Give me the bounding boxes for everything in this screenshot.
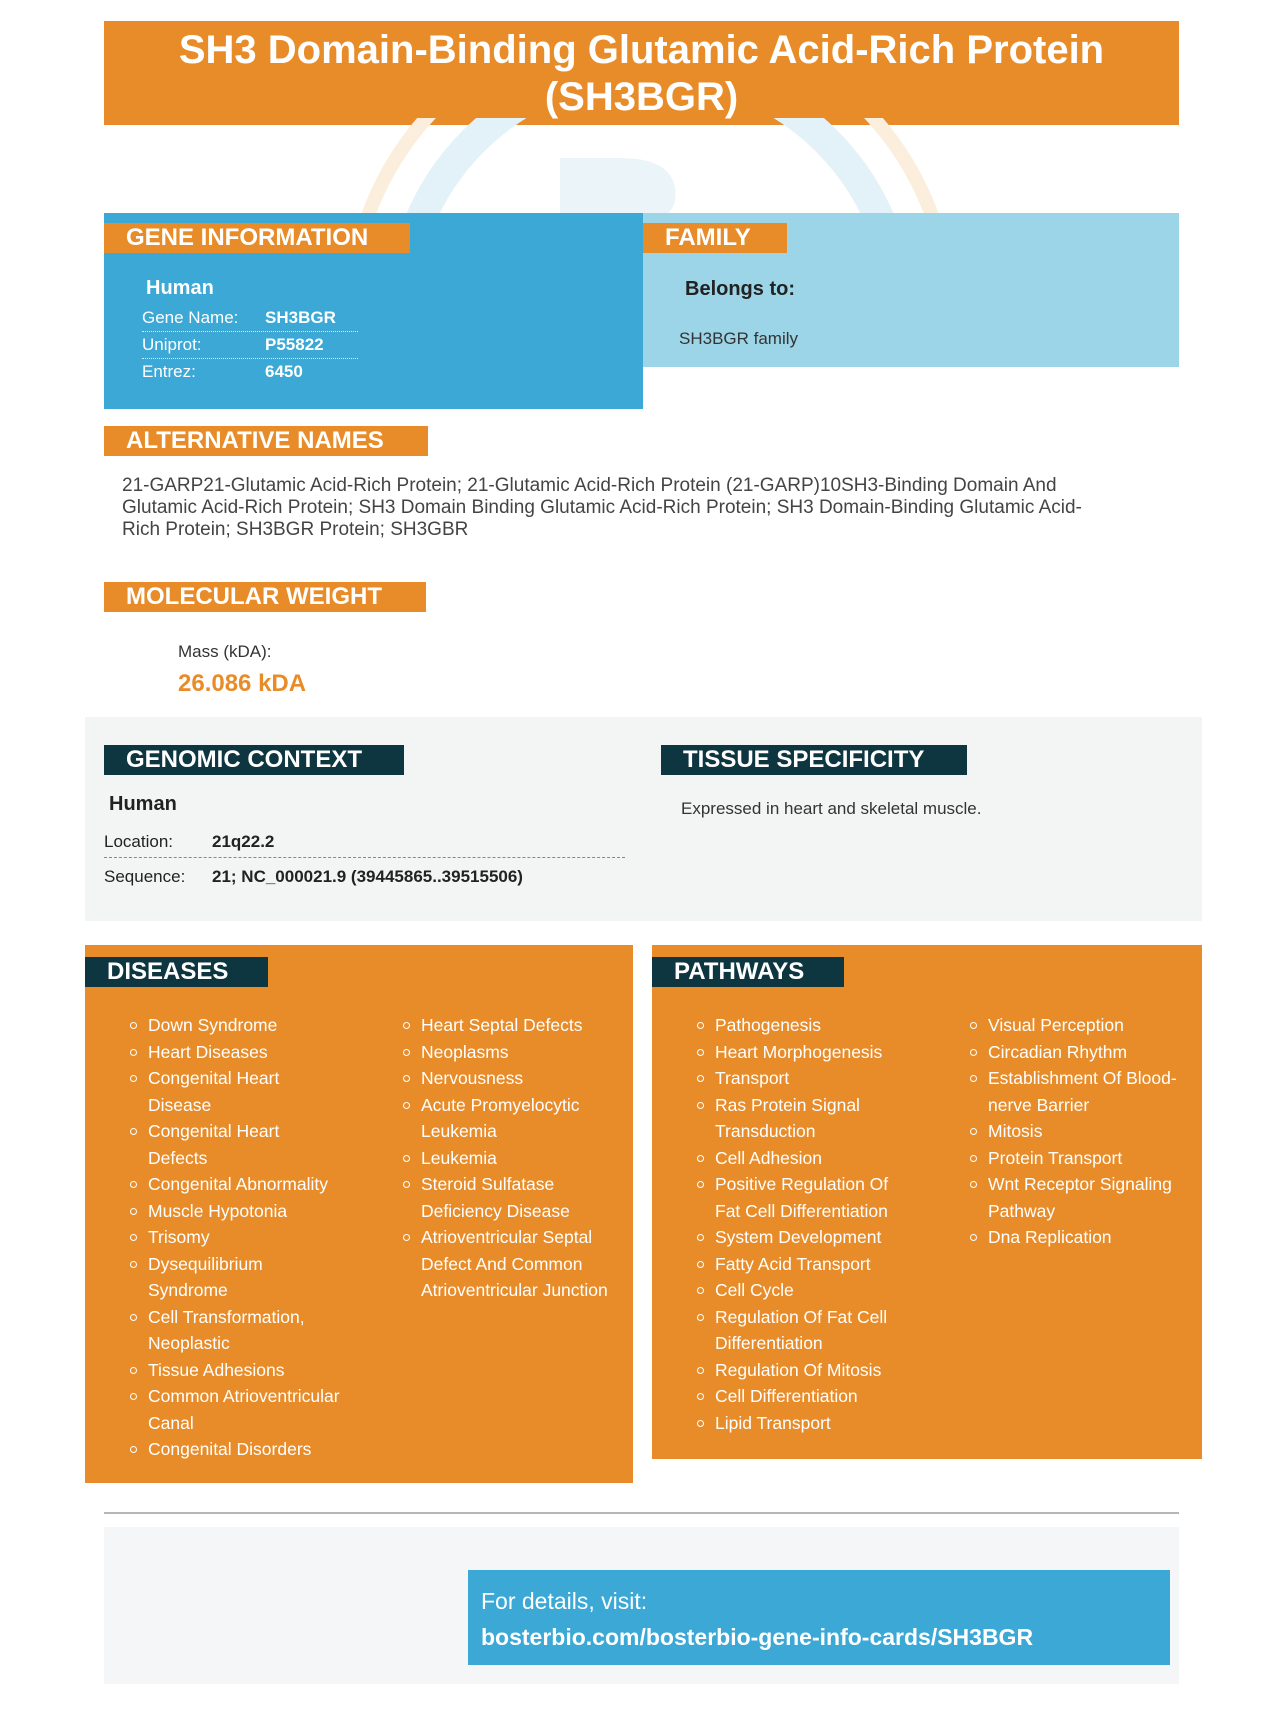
molecular-weight-heading: MOLECULAR WEIGHT: [104, 582, 426, 612]
list-item: [689, 1092, 949, 1145]
location-row: [104, 826, 625, 858]
list-item: [395, 1012, 625, 1039]
list-item-text: Cell Transformation,: [148, 1306, 305, 1327]
list-item-text: Pathogenesis: [715, 1015, 822, 1035]
list-item-text: Congenital Heart: [148, 1121, 280, 1141]
entrez-value: 6450: [265, 362, 303, 381]
list-item-text: Cell Cycle: [715, 1280, 794, 1300]
list-item: [962, 1118, 1192, 1145]
list-item-text: Establishment Of Blood-: [988, 1068, 1177, 1088]
list-item: [122, 1039, 362, 1066]
gene-name-label: Gene Name:: [142, 308, 239, 327]
list-item-text: Atrioventricular Junction: [421, 1280, 608, 1300]
list-item: [962, 1065, 1192, 1118]
list-item-text: Mitosis: [988, 1121, 1043, 1141]
list-item-text: Nervousness: [421, 1068, 524, 1088]
list-item-text: Transduction: [715, 1121, 816, 1141]
genomic-context-heading: GENOMIC CONTEXT: [104, 745, 404, 775]
list-item-text: Steroid Sulfatase: [421, 1174, 555, 1194]
list-item: [689, 1039, 949, 1066]
list-item-text: Pathway: [988, 1200, 1056, 1221]
list-item-text: Transport: [715, 1068, 790, 1088]
list-item: [122, 1118, 362, 1171]
list-item-text: Defect And Common: [421, 1253, 583, 1274]
list-item: [689, 1171, 949, 1224]
list-item: [395, 1145, 625, 1172]
list-item-text: Atrioventricular Septal: [421, 1227, 593, 1247]
alternative-names-line-2: Glutamic Acid-Rich Protein; SH3 Domain Binding Glutamic Acid-Rich Protein; SH3 Domain-Binding Glutamic Acid-: [122, 497, 1082, 518]
list-item: [689, 1277, 949, 1304]
list-item-text: nerve Barrier: [988, 1094, 1090, 1115]
list-item: [395, 1039, 625, 1066]
list-item-text: Protein Transport: [988, 1147, 1123, 1168]
alternative-names-heading: ALTERNATIVE NAMES: [104, 426, 428, 456]
list-item-text: Cell Adhesion: [715, 1147, 823, 1168]
list-item-text: Congenital Disorders: [148, 1439, 312, 1459]
list-item-text: Acute Promyelocytic: [421, 1094, 580, 1115]
alternative-names-line-3: Rich Protein; SH3BGR Protein; SH3GBR: [122, 519, 469, 540]
list-item-text: Regulation Of Fat Cell: [715, 1306, 888, 1327]
diseases-list-col-2: [395, 1012, 625, 1304]
list-item-text: Congenital Heart: [148, 1068, 280, 1088]
list-item-text: Canal: [148, 1412, 194, 1433]
uniprot-row: [142, 332, 358, 359]
list-item-text: Ras Protein Signal: [715, 1094, 860, 1115]
diseases-panel: [85, 945, 633, 1483]
genomic-species: Human: [109, 793, 177, 815]
list-item-text: Syndrome: [148, 1280, 228, 1300]
list-item: [689, 1251, 949, 1278]
title-line-2: (SH3BGR): [544, 75, 739, 119]
list-item: [689, 1224, 949, 1251]
list-item-text: Fat Cell Differentiation: [715, 1200, 888, 1221]
list-item-text: System Development: [715, 1227, 882, 1247]
list-item: [122, 1198, 362, 1225]
list-item-text: Heart Morphogenesis: [715, 1041, 883, 1062]
family-panel: [643, 213, 1179, 367]
family-heading: FAMILY: [643, 223, 787, 253]
list-item: [395, 1065, 625, 1092]
entrez-row: [142, 359, 358, 386]
location-label: Location:: [104, 832, 173, 851]
list-item-text: Wnt Receptor Signaling: [988, 1174, 1172, 1194]
list-item-text: Disease: [148, 1094, 212, 1115]
visit-url-link[interactable]: bosterbio.com/bosterbio-gene-info-cards/SH3BGR: [481, 1624, 1034, 1650]
diseases-list-col-1: [122, 1012, 362, 1463]
list-item: [122, 1251, 362, 1304]
list-item-text: Tissue Adhesions: [148, 1359, 285, 1380]
list-item-text: Deficiency Disease: [421, 1200, 570, 1221]
list-item-text: Muscle Hypotonia: [148, 1200, 288, 1221]
list-item: [122, 1012, 362, 1039]
list-item: [689, 1012, 949, 1039]
list-item: [122, 1357, 362, 1384]
title-line-1: SH3 Domain-Binding Glutamic Acid-Rich Protein: [178, 28, 1105, 72]
list-item: [689, 1304, 949, 1357]
list-item-text: Leukemia: [421, 1121, 497, 1141]
uniprot-label: Uniprot:: [142, 335, 202, 354]
visit-link-box[interactable]: [468, 1570, 1170, 1665]
pathways-heading: PATHWAYS: [652, 957, 844, 987]
pathways-list-col-2: [962, 1012, 1192, 1251]
list-item-text: Neoplastic: [148, 1333, 230, 1353]
entrez-label: Entrez:: [142, 362, 196, 381]
pathways-panel: [652, 945, 1202, 1459]
family-value: SH3BGR family: [679, 329, 799, 348]
list-item-text: Visual Perception: [988, 1015, 1124, 1035]
gene-information-heading: GENE INFORMATION: [104, 223, 410, 253]
tissue-specificity-heading: TISSUE SPECIFICITY: [661, 745, 967, 775]
list-item: [122, 1224, 362, 1251]
mass-label: Mass (kDA):: [178, 642, 272, 661]
gene-name-row: [142, 305, 358, 332]
list-item-text: Lipid Transport: [715, 1412, 831, 1433]
list-item-text: Common Atrioventricular: [148, 1386, 340, 1406]
gene-name-value: SH3BGR: [265, 308, 336, 327]
alternative-names-text: [122, 475, 1152, 541]
list-item: [122, 1436, 362, 1463]
list-item: [962, 1171, 1192, 1224]
gene-species: Human: [146, 277, 214, 299]
sequence-label: Sequence:: [104, 867, 186, 886]
diseases-heading: DISEASES: [85, 957, 268, 987]
family-belongs-label: Belongs to:: [685, 278, 795, 300]
list-item-text: Leukemia: [421, 1147, 497, 1168]
list-item: [122, 1383, 362, 1436]
tissue-specificity-text: Expressed in heart and skeletal muscle.: [681, 799, 982, 818]
page-title: [104, 21, 1179, 125]
list-item-text: Down Syndrome: [148, 1015, 278, 1035]
gene-information-panel: [104, 213, 643, 409]
list-item-text: Regulation Of Mitosis: [715, 1359, 882, 1380]
list-item: [122, 1171, 362, 1198]
list-item-text: Neoplasms: [421, 1041, 509, 1062]
list-item: [962, 1145, 1192, 1172]
footer-divider: [104, 1512, 1179, 1514]
list-item-text: Dna Replication: [988, 1227, 1112, 1247]
list-item-text: Trisomy: [148, 1227, 210, 1247]
sequence-value: 21; NC_000021.9 (39445865..39515506): [212, 867, 523, 886]
list-item: [395, 1224, 625, 1304]
list-item-text: Defects: [148, 1147, 208, 1168]
list-item: [962, 1039, 1192, 1066]
list-item: [395, 1171, 625, 1224]
list-item: [689, 1383, 949, 1410]
alternative-names-line-1: 21-GARP21-Glutamic Acid-Rich Protein; 21-Glutamic Acid-Rich Protein (21-GARP)10SH3-Binding Domain And: [122, 475, 1057, 496]
uniprot-value: P55822: [265, 335, 324, 354]
list-item-text: Dysequilibrium: [148, 1253, 263, 1274]
list-item-text: Heart Diseases: [148, 1041, 268, 1062]
list-item: [395, 1092, 625, 1145]
list-item-text: Fatty Acid Transport: [715, 1253, 871, 1274]
list-item: [689, 1145, 949, 1172]
list-item: [962, 1224, 1192, 1251]
location-value: 21q22.2: [212, 832, 275, 851]
pathways-list-col-1: [689, 1012, 949, 1436]
visit-label: For details, visit:: [481, 1588, 648, 1614]
list-item-text: Heart Septal Defects: [421, 1015, 583, 1035]
mass-value: 26.086 kDA: [178, 670, 307, 697]
list-item: [122, 1065, 362, 1118]
list-item-text: Positive Regulation Of: [715, 1174, 889, 1194]
list-item-text: Congenital Abnormality: [148, 1174, 328, 1194]
list-item-text: Cell Differentiation: [715, 1386, 858, 1406]
list-item: [962, 1012, 1192, 1039]
list-item: [122, 1304, 362, 1357]
list-item-text: Circadian Rhythm: [988, 1041, 1128, 1062]
sequence-row: [104, 861, 625, 893]
list-item: [689, 1357, 949, 1384]
list-item: [689, 1410, 949, 1437]
list-item: [689, 1065, 949, 1092]
list-item-text: Differentiation: [715, 1333, 823, 1353]
